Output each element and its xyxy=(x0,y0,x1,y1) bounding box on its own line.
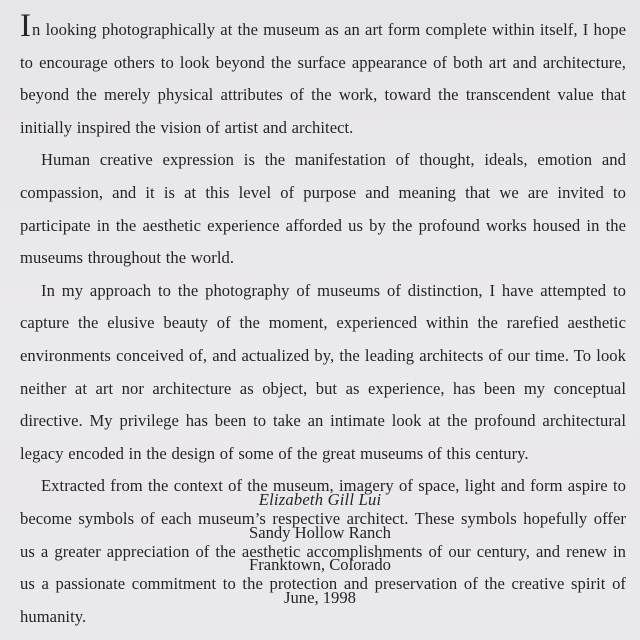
signature-block xyxy=(0,484,640,614)
signature-date: June, 1998 xyxy=(284,587,356,607)
paragraph-2: Human creative expression is the manifestation of thought, ideals, emotion and compassion, and it is at this level of purpose and meaning that we are invited to participate in the aesthetic experience afforded us by the profound works housed in the museums throughout the world. xyxy=(20,150,626,268)
paragraph-4: Extracted from the context of the museum, imagery of space, light and form aspire to become symbols of each museum’s respective architect. These symbols hopefully offer us a greater appreciation of the aesthetic accomplishments of our century, and renew in us a passionate commitment to the protection and preservation of the creative spirit of humanity. xyxy=(20,476,626,626)
paragraph-1 xyxy=(20,8,626,144)
drop-cap: I xyxy=(20,8,32,44)
paragraph-1-text: n looking photographically at the museum as an art form complete within itself, I hope to encourage others to look beyond the surface appearance of both art and architecture, beyond the merely physical attributes of the work, toward the transcendent value that initially inspired the vision of artist and architect. xyxy=(20,20,626,137)
author-place: Sandy Hollow Ranch xyxy=(249,522,391,542)
author-name: Elizabeth Gill Lui xyxy=(258,490,382,509)
author-location: Franktown, Colorado xyxy=(249,555,391,574)
paragraph-3: In my approach to the photography of museums of distinction, I have attempted to capture the elusive beauty of the moment, experienced within the rarefied aesthetic environments conceived of, and actualized by, the leading architects of our time. To look neither at art nor architecture as object, but as experience, has been my conceptual directive. My privilege has been to take an intimate look at the profound architectural legacy encoded in the design of some of the great museums of this century. xyxy=(20,280,626,463)
